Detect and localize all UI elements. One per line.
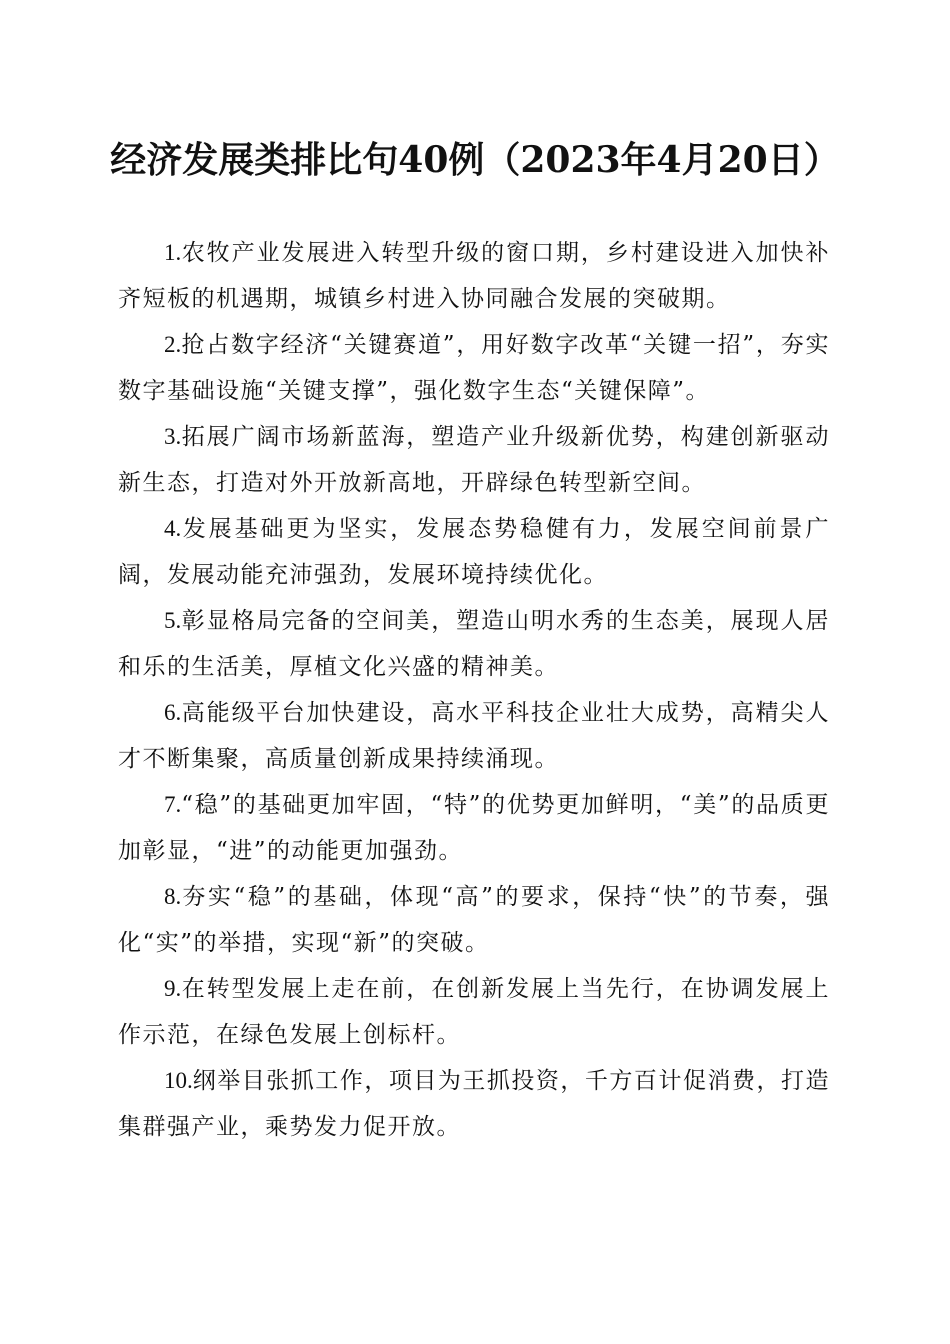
paragraph-text: 拓展广阔市场新蓝海，塑造产业升级新优势，构建创新驱动新生态，打造对外开放新高地，开辟绿色转型新空间。 xyxy=(118,424,830,496)
paragraph-text: 彰显格局完备的空间美，塑造山明水秀的生态美，展现人居和乐的生活美，厚植文化兴盛的精神美。 xyxy=(118,608,830,680)
paragraph-number: 5. xyxy=(164,608,182,633)
paragraph-7 xyxy=(118,782,830,874)
paragraph-9 xyxy=(118,966,830,1058)
paragraph-number: 9. xyxy=(164,976,182,1001)
paragraph-text: 夯实“稳”的基础，体现“高”的要求，保持“快”的节奏，强化“实”的举措，实现“新”的突破。 xyxy=(118,884,830,956)
paragraph-10 xyxy=(118,1058,830,1150)
paragraph-number: 3. xyxy=(164,424,182,449)
paragraph-number: 6. xyxy=(164,700,182,725)
paragraph-number: 7. xyxy=(164,792,182,817)
paragraph-3 xyxy=(118,414,830,506)
paragraph-4 xyxy=(118,506,830,598)
paragraph-6 xyxy=(118,690,830,782)
paragraph-number: 1. xyxy=(164,240,182,265)
paragraph-number: 4. xyxy=(164,516,182,541)
document-title: 经济发展类排比句40例（2023年4月20日） xyxy=(110,139,840,181)
paragraph-text: 抢占数字经济“关键赛道”，用好数字改革“关键一招”，夯实数字基础设施“关键支撑”，强化数字生态“关键保障”。 xyxy=(118,332,830,404)
paragraph-number: 2. xyxy=(164,332,182,357)
paragraph-1 xyxy=(118,230,830,322)
document-body xyxy=(118,230,830,1150)
paragraph-text: 在转型发展上走在前，在创新发展上当先行，在协调发展上作示范，在绿色发展上创标杆。 xyxy=(118,976,830,1048)
paragraph-number: 10. xyxy=(164,1068,193,1093)
paragraph-text: 农牧产业发展进入转型升级的窗口期，乡村建设进入加快补齐短板的机遇期，城镇乡村进入协同融合发展的突破期。 xyxy=(118,240,830,312)
paragraph-text: 高能级平台加快建设，高水平科技企业壮大成势，高精尖人才不断集聚，高质量创新成果持续涌现。 xyxy=(118,700,830,772)
paragraph-8 xyxy=(118,874,830,966)
paragraph-text: “稳”的基础更加牢固，“特”的优势更加鲜明，“美”的品质更加彰显，“进”的动能更加强劲。 xyxy=(118,792,830,864)
paragraph-5 xyxy=(118,598,830,690)
paragraph-2 xyxy=(118,322,830,414)
paragraph-text: 发展基础更为坚实，发展态势稳健有力，发展空间前景广阔，发展动能充沛强劲，发展环境持续优化。 xyxy=(118,516,830,588)
paragraph-text: 纲举目张抓工作，项目为王抓投资，千方百计促消费，打造集群强产业，乘势发力促开放。 xyxy=(118,1068,830,1140)
paragraph-number: 8. xyxy=(164,884,182,909)
